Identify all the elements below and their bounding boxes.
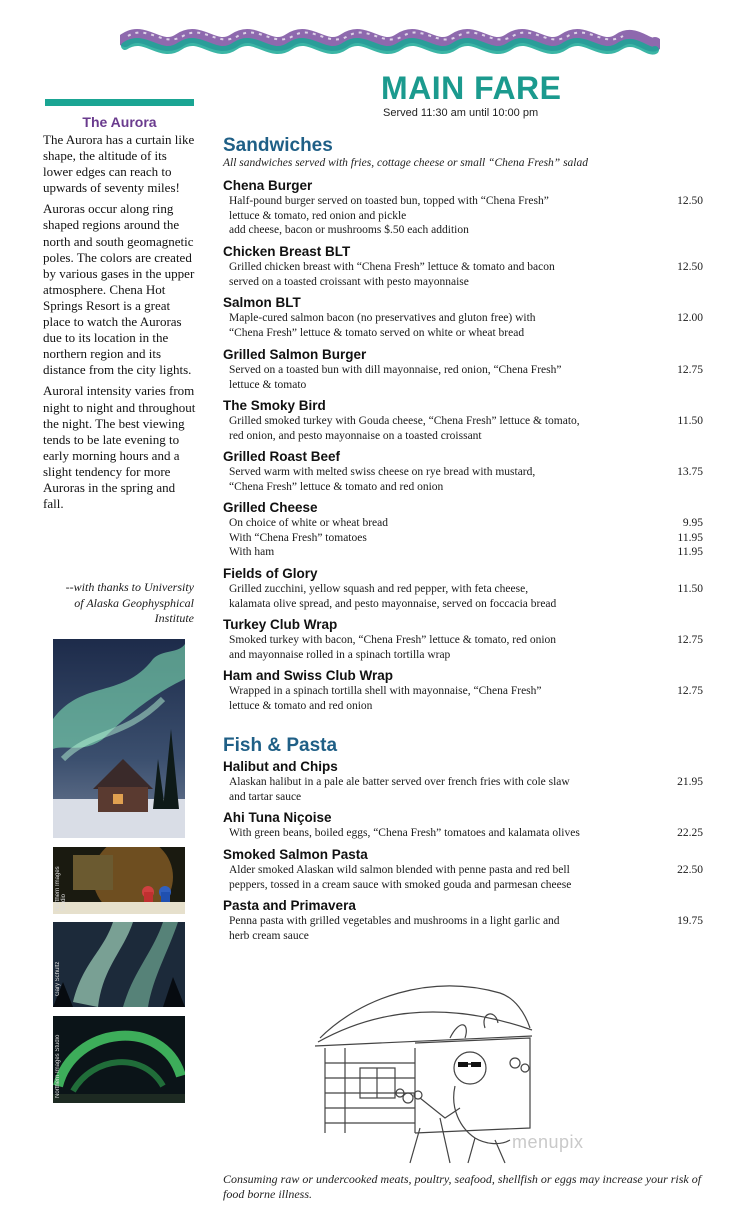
item-name: Fields of Glory xyxy=(223,566,318,581)
item-description xyxy=(229,465,617,494)
item-price: 12.75 xyxy=(677,364,703,376)
item-name: Turkey Club Wrap xyxy=(223,617,338,632)
sidebar-text xyxy=(43,132,198,517)
aurora-trees-photo xyxy=(53,922,185,1007)
item-line: Grilled chicken breast with “Chena Fresh” lettuce & tomato and bacon xyxy=(229,261,555,273)
item-line: Grilled smoked turkey with Gouda cheese, “Chena Fresh” lettuce & tomato, xyxy=(229,415,580,427)
menu-title: MAIN FARE xyxy=(381,70,562,106)
menu-item xyxy=(223,668,703,713)
item-price: 11.95 xyxy=(677,546,703,559)
item-price: 12.50 xyxy=(677,195,703,207)
menu-item xyxy=(223,347,703,392)
item-line: peppers, tossed in a cream sauce with smoked gouda and parmesan cheese xyxy=(229,878,572,891)
item-description xyxy=(229,914,617,943)
food-safety-warning: Consuming raw or undercooked meats, poultry, seafood, shellfish or eggs may increase your risk of food borne illness. xyxy=(223,1172,702,1201)
item-line: Grilled zucchini, yellow squash and red pepper, with feta cheese, xyxy=(229,583,529,595)
item-line: add cheese, bacon or mushrooms $.50 each addition xyxy=(229,224,469,237)
item-line: On choice of white or wheat bread xyxy=(229,517,389,529)
item-name: Ahi Tuna Niçoise xyxy=(223,810,332,825)
item-line: “Chena Fresh” lettuce & tomato served on white or wheat bread xyxy=(229,326,525,339)
item-price: 11.95 xyxy=(677,531,703,544)
item-line: With ham xyxy=(229,546,275,559)
sidebar-paragraph: Auroras occur along ring shaped regions around the north and south geomagnetic poles. The colors are created by various gases in the upper atmosphere. Chena Hot Springs Resort is a great place to watch the Auroras due to its location in the northern region and its distance from the city lights. xyxy=(43,201,195,378)
item-description xyxy=(229,582,617,611)
item-price: 22.50 xyxy=(677,864,703,876)
item-description xyxy=(229,684,617,713)
item-line: Penna pasta with grilled vegetables and mushrooms in a light garlic and xyxy=(229,915,560,927)
item-name: The Smoky Bird xyxy=(223,398,326,413)
item-name: Salmon BLT xyxy=(223,295,301,310)
sidebar-accent-bar xyxy=(45,99,194,106)
item-line: Served warm with melted swiss cheese on rye bread with mustard, xyxy=(229,466,536,478)
item-name: Chena Burger xyxy=(223,178,313,193)
watermark: menupix xyxy=(512,1132,584,1152)
sidebar-paragraph: Auroral intensity varies from night to night and throughout the night. The best viewing tends to be late evening to early morning hours and a slight tendency for more Auroras in the spring and fall. xyxy=(43,383,196,512)
item-price: 11.50 xyxy=(677,583,703,595)
menu-item xyxy=(223,178,703,238)
item-price: 13.75 xyxy=(677,466,703,478)
item-description xyxy=(229,260,617,289)
item-description xyxy=(229,516,617,560)
item-name: Halibut and Chips xyxy=(223,759,338,774)
item-line: herb cream sauce xyxy=(229,929,309,942)
item-price: 19.75 xyxy=(677,915,703,927)
menu-item xyxy=(223,617,703,662)
item-line: kalamata olive spread, and pesto mayonnaise, served on foccacia bread xyxy=(229,597,557,610)
item-line: lettuce & tomato, red onion and pickle xyxy=(229,209,407,222)
item-line: Alder smoked Alaskan wild salmon blended with penne pasta and red bell xyxy=(229,864,570,876)
serving-hours: Served 11:30 am until 10:00 pm xyxy=(383,107,539,119)
menu-item xyxy=(223,398,703,443)
item-line: red onion, and pesto mayonnaise on a toasted croissant xyxy=(229,429,482,442)
item-price: 12.75 xyxy=(677,685,703,697)
item-line: lettuce & tomato xyxy=(229,378,307,391)
item-line: lettuce & tomato and red onion xyxy=(229,699,373,712)
menu-item xyxy=(223,898,703,943)
item-name: Grilled Salmon Burger xyxy=(223,347,367,362)
item-description xyxy=(229,826,617,841)
item-price: 12.00 xyxy=(677,312,703,324)
item-line: served on a toasted croissant with pesto mayonnaise xyxy=(229,275,469,288)
sidebar-credit: --with thanks to University of Alaska Geophysphical Institute xyxy=(65,580,194,625)
sandwiches-subtitle: All sandwiches served with fries, cottage cheese or small “Chena Fresh” salad xyxy=(223,157,588,169)
item-price: 9.95 xyxy=(682,517,703,529)
item-name: Grilled Cheese xyxy=(223,500,318,515)
item-line: Smoked turkey with bacon, “Chena Fresh” lettuce & tomato, red onion xyxy=(229,634,557,646)
photo-credit: Gary Schultz xyxy=(55,961,61,996)
item-name: Ham and Swiss Club Wrap xyxy=(223,668,394,683)
item-description xyxy=(229,414,617,443)
item-line: Maple-cured salmon bacon (no preservatives and gluton free) with xyxy=(229,312,536,324)
item-description xyxy=(229,633,617,662)
item-price: 22.25 xyxy=(677,827,703,839)
item-description xyxy=(229,863,617,892)
item-line: and tartar sauce xyxy=(229,790,302,803)
sidebar-title: The Aurora xyxy=(82,114,157,130)
item-description xyxy=(229,194,617,238)
night-campfire-photo xyxy=(53,847,185,914)
item-line: and mayonnaise rolled in a spinach tortilla wrap xyxy=(229,648,451,661)
menu-item xyxy=(223,500,703,560)
item-line: Alaskan halibut in a pale ale batter served over french fries with cole slaw xyxy=(229,776,570,788)
item-description xyxy=(229,363,617,392)
sidebar-paragraph: The Aurora has a curtain like shape, the altitude of its lower edges can reach to upwards of seventy miles! xyxy=(43,132,195,196)
aurora-cabin-photo xyxy=(53,639,185,838)
item-description xyxy=(229,775,617,804)
menu-item xyxy=(223,449,703,494)
section-title-sandwiches: Sandwiches xyxy=(223,135,333,156)
item-price: 12.75 xyxy=(677,634,703,646)
item-line: With “Chena Fresh” tomatoes xyxy=(229,531,367,544)
menu-item xyxy=(223,810,703,841)
item-name: Smoked Salmon Pasta xyxy=(223,847,368,862)
item-line: Half-pound burger served on toasted bun, topped with “Chena Fresh” xyxy=(229,195,549,207)
item-price: 12.50 xyxy=(677,261,703,273)
item-name: Chicken Breast BLT xyxy=(223,244,351,259)
decorative-wave-border xyxy=(120,18,660,66)
item-price: 11.50 xyxy=(677,415,703,427)
menu-item xyxy=(223,566,703,611)
photo-credit: Northern Images Studio xyxy=(55,866,67,911)
item-line: “Chena Fresh” lettuce & tomato and red onion xyxy=(229,480,444,493)
item-price: 21.95 xyxy=(677,776,703,788)
item-line: Served on a toasted bun with dill mayonnaise, red onion, “Chena Fresh” xyxy=(229,364,562,376)
item-description xyxy=(229,311,617,340)
menu-item xyxy=(223,244,703,289)
menu-item xyxy=(223,295,703,340)
item-line: With green beans, boiled eggs, “Chena Fresh” tomatoes and kalamata olives xyxy=(229,827,580,839)
aurora-arc-photo xyxy=(53,1016,185,1103)
item-name: Pasta and Primavera xyxy=(223,898,356,913)
section-title-fish-pasta: Fish & Pasta xyxy=(223,735,338,756)
item-line: Wrapped in a spinach tortilla shell with mayonnaise, “Chena Fresh” xyxy=(229,685,542,697)
photo-credit: Northern Images Studio xyxy=(55,1034,61,1098)
menu-item xyxy=(223,847,703,892)
menu-item xyxy=(223,759,703,804)
item-name: Grilled Roast Beef xyxy=(223,449,341,464)
